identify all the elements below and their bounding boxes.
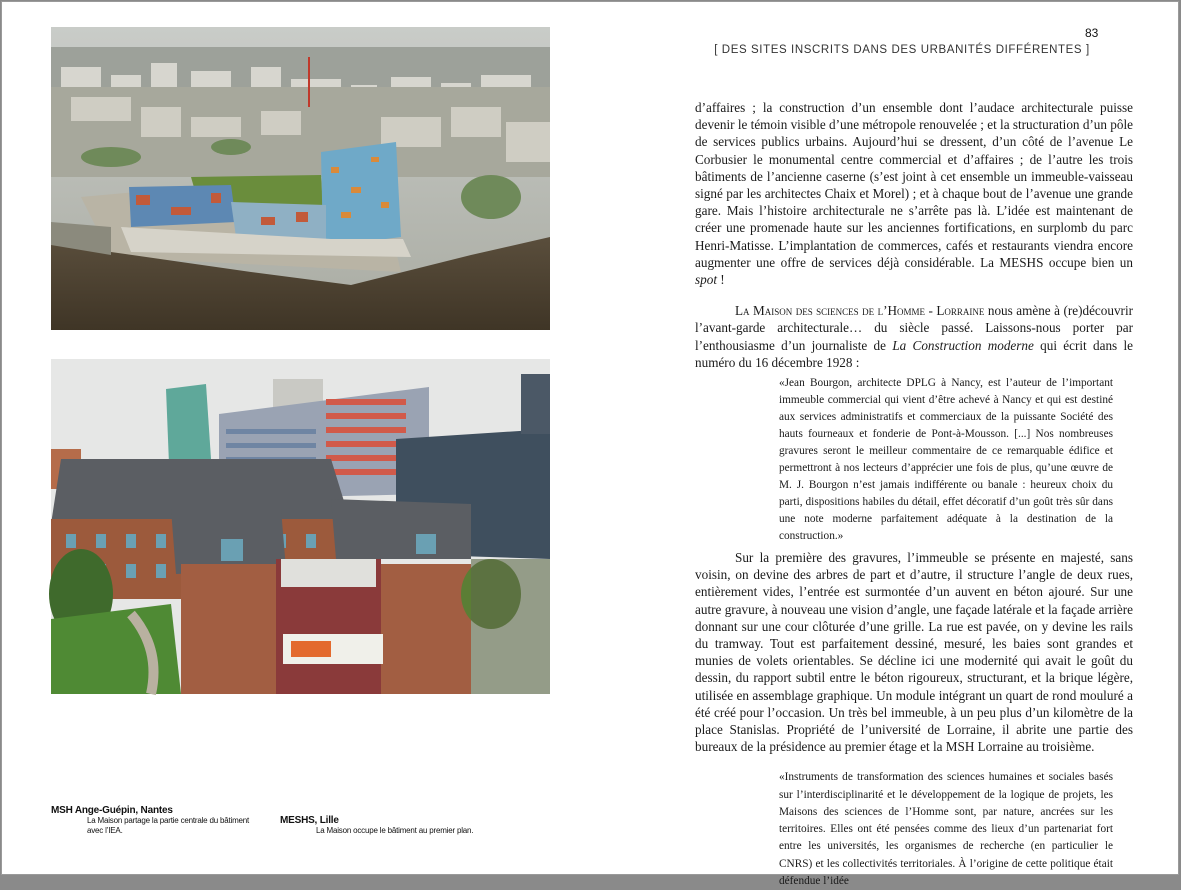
caption-nantes-title: MSH Ange-Guépin, Nantes	[51, 805, 173, 816]
paragraph-2	[695, 302, 1133, 371]
caption-nantes-line1: La Maison partage la partie centrale du bâtiment	[87, 816, 250, 825]
paragraph-1-emphasis: spot	[695, 272, 717, 288]
photo-msh-ange-guepin-nantes	[51, 27, 550, 330]
quotation-2: «Instruments de transformation des sciences humaines et sociales basés sur l’interdisciplinarité et le développement de la logique de projets, les Maisons des sciences de l’Homme sont, par nature, ancrées sur les territoires. Elles ont été pensées comme des lieux d’un partenariat fort entre les universités, les organismes de recherche (en particulier le CNRS) et les collectivités territoriales. À l’origine de cette politique était défendue l’idée	[779, 771, 1113, 887]
running-head: [ DES SITES INSCRITS DANS DES URBANITÉS DIFFÉRENTES ]	[714, 44, 1090, 56]
quotation-1: «Jean Bourgon, architecte DPLG à Nancy, est l’auteur de l’important immeuble commercial qui vient d’être achevé à Nancy et qui est destiné aux services administratifs et commerciaux de la puissante Société des hauts fourneaux et fonderie de Pont-à-Mousson. [...] Nos nombreuses gravures seront le meilleur commentaire de ce remarquable édifice et permettront à nos lecteurs d’apprécier une fois de plus, qu’une œuvre de M. J. Bourgon n’est jamais indifférente ou banale : heureux choix du parti, dispositions habiles du détail, effet décoratif d’un goût très sûr dans une note moderne parfaitement adéquate à la destination de la construction.»	[779, 377, 1113, 543]
paragraph-1-text: d’affaires ; la construction d’un ensemble dont l’audace architecturale puisse devenir le témoin visible d’une métropole renouvelée ; et la structuration d’un pôle de services publics urbains. Aujourd’hui se dressent, d’un côté de l’avenue Le Corbusier le monumental centre commercial et d’affaires ; de l’autre les trois bâtiments de l’ancienne caserne (s’est joint à cet ensemble un immeuble-vaisseau signé par les architectes Chaix et Morel) ; et à chaque bout de l’avenue une grande gare. Mais l’histoire architecturale ne s’arrête pas là. L’idée est maintenant de créer une promenade haute sur les anciennes fortifications, en surplomb du parc Henri-Matisse. L’implantation de commerces, cafés et restaurants viendra encore augmenter une offre de services déjà considérable. La MESHS occupe bien un	[695, 100, 1133, 270]
book-spread	[1, 1, 1179, 887]
caption-lille-title: MESHS, Lille	[280, 815, 339, 826]
paragraph-1	[695, 99, 1133, 288]
paragraph-1-end: !	[716, 272, 725, 288]
photo-meshs-lille	[51, 359, 550, 694]
body-text	[695, 99, 1133, 890]
caption-nantes	[51, 805, 281, 836]
paragraph-2-emphasis: La Construction moderne	[892, 337, 1034, 353]
paragraph-2-smallcaps: La Maison des sciences de l’Homme - Lorraine	[735, 303, 985, 319]
paragraph-2-text-b: qui écrit dans le numéro du 16 décembre 1928 :	[695, 337, 1134, 370]
caption-lille-text: La Maison occupe le bâtiment au premier plan.	[316, 826, 474, 835]
caption-nantes-text	[87, 816, 281, 836]
page-number: 83	[1085, 26, 1099, 40]
paragraph-2-text-a: nous amène à (re)découvrir l’avant-garde architecturale… du siècle passé. Laissons-nous porter par l’enthousiasme d’un journaliste de	[695, 303, 1133, 353]
caption-lille	[280, 815, 510, 836]
caption-nantes-line2: avec l’IEA.	[87, 826, 123, 835]
paragraph-3: Sur la première des gravures, l’immeuble se présente en majesté, sans voisin, on devine des arbres de part et d’autre, il structure l’angle de deux rues, entièrement vides, l’entrée est surmontée d’un auvent en béton ajouré. Sur une autre gravure, à nouveau une vision d’angle, une façade latérale et la façade arrière donnant sur une cour clôturée d’une grille. La rue est pavée, on y devine les rails du tramway. Tout est parfaitement dessiné, mesuré, les baies sont grandes et munies de volets orientables. Se décline ici une modernité qui avait le goût du dessin, du rapport subtil entre le béton rigoureux, structurant, et la brique légère, utilisée en assemblage graphique. Un module intégrant un quart de rond mouluré a été créé pour l’occasion. Un très bel immeuble, à un peu plus d’un kilomètre de la place Stanislas. Propriété de l’université de Lorraine, il abrite une partie des bureaux de la présidence au premier étage et la MSH Lorraine au troisième.	[695, 550, 1133, 755]
